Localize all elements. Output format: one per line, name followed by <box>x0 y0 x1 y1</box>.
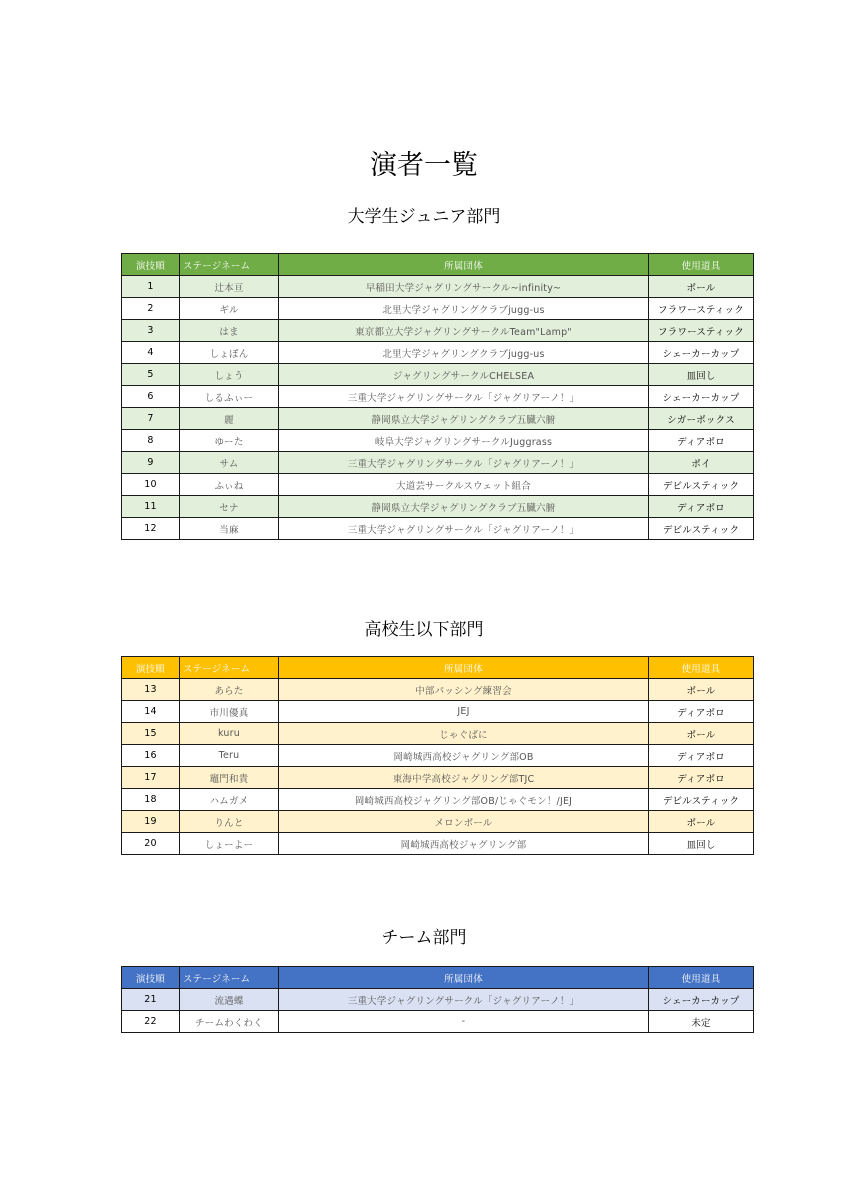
order-cell: 6 <box>122 386 180 408</box>
table-row <box>122 452 754 474</box>
table-row <box>122 1011 754 1033</box>
props-cell: フラワースティック <box>649 298 754 320</box>
col-header-order: 演技順 <box>122 657 180 679</box>
props-cell: ボール <box>649 679 754 701</box>
order-cell: 13 <box>122 679 180 701</box>
stage-name-cell: 麗 <box>180 408 279 430</box>
stage-name-cell: あらた <box>180 679 279 701</box>
col-header-stage-name: ステージネーム <box>180 967 279 989</box>
affiliation-cell: 三重大学ジャグリングサークル「ジャグリアーノ！」 <box>279 518 649 540</box>
order-cell: 18 <box>122 789 180 811</box>
table-row <box>122 745 754 767</box>
affiliation-cell: 三重大学ジャグリングサークル「ジャグリアーノ！」 <box>279 989 649 1011</box>
table-row <box>122 320 754 342</box>
props-cell: デビルスティック <box>649 474 754 496</box>
props-cell: シガーボックス <box>649 408 754 430</box>
col-header-props: 使用道具 <box>649 254 754 276</box>
university-table <box>121 253 754 540</box>
stage-name-cell: 市川優真 <box>180 701 279 723</box>
col-header-props: 使用道具 <box>649 967 754 989</box>
affiliation-cell: 岡崎城西高校ジャグリング部 <box>279 833 649 855</box>
table-row <box>122 767 754 789</box>
table-row <box>122 408 754 430</box>
col-header-stage-name: ステージネーム <box>180 254 279 276</box>
stage-name-cell: チームわくわく <box>180 1011 279 1033</box>
order-cell: 2 <box>122 298 180 320</box>
props-cell: シェーカーカップ <box>649 386 754 408</box>
affiliation-cell: 早稲田大学ジャグリングサークル~infinity~ <box>279 276 649 298</box>
props-cell: 皿回し <box>649 833 754 855</box>
table-row <box>122 364 754 386</box>
order-cell: 20 <box>122 833 180 855</box>
stage-name-cell: kuru <box>180 723 279 745</box>
order-cell: 15 <box>122 723 180 745</box>
order-cell: 21 <box>122 989 180 1011</box>
stage-name-cell: しょう <box>180 364 279 386</box>
stage-name-cell: 竈門和貴 <box>180 767 279 789</box>
affiliation-cell: 北里大学ジャグリングクラブjugg-us <box>279 298 649 320</box>
props-cell: ディアボロ <box>649 430 754 452</box>
stage-name-cell: ふぃね <box>180 474 279 496</box>
props-cell: シェーカーカップ <box>649 342 754 364</box>
affiliation-cell: 岐阜大学ジャグリングサークルJuggrass <box>279 430 649 452</box>
col-header-affiliation: 所属団体 <box>279 254 649 276</box>
order-cell: 19 <box>122 811 180 833</box>
stage-name-cell: しるふぃー <box>180 386 279 408</box>
props-cell: ボール <box>649 811 754 833</box>
order-cell: 12 <box>122 518 180 540</box>
col-header-affiliation: 所属団体 <box>279 657 649 679</box>
table-row <box>122 679 754 701</box>
affiliation-cell: 静岡県立大学ジャグリングクラブ五臓六腑 <box>279 496 649 518</box>
props-cell: ディアボロ <box>649 767 754 789</box>
props-cell: デビルスティック <box>649 789 754 811</box>
affiliation-cell: 北里大学ジャグリングクラブjugg-us <box>279 342 649 364</box>
table-row <box>122 298 754 320</box>
order-cell: 8 <box>122 430 180 452</box>
affiliation-cell: 岡崎城西高校ジャグリング部OB <box>279 745 649 767</box>
stage-name-cell: セナ <box>180 496 279 518</box>
order-cell: 17 <box>122 767 180 789</box>
table-row <box>122 701 754 723</box>
affiliation-cell: ジャグリングサークルCHELSEA <box>279 364 649 386</box>
stage-name-cell: 辻本亘 <box>180 276 279 298</box>
affiliation-cell: 中部パッシング練習会 <box>279 679 649 701</box>
affiliation-cell: 東海中学高校ジャグリング部TJC <box>279 767 649 789</box>
order-cell: 14 <box>122 701 180 723</box>
page-title: 演者一覧 <box>370 150 478 181</box>
order-cell: 11 <box>122 496 180 518</box>
table-row <box>122 496 754 518</box>
stage-name-cell: しょーよー <box>180 833 279 855</box>
section-title-university: 大学生ジュニア部門 <box>347 207 501 227</box>
section-title-highschool: 高校生以下部門 <box>364 620 484 640</box>
table-header-row <box>122 657 754 679</box>
team-table <box>121 966 754 1033</box>
table-row <box>122 833 754 855</box>
props-cell: ポイ <box>649 452 754 474</box>
stage-name-cell: しょぼん <box>180 342 279 364</box>
table-row <box>122 989 754 1011</box>
props-cell: ディアボロ <box>649 745 754 767</box>
props-cell: 未定 <box>649 1011 754 1033</box>
table-row <box>122 430 754 452</box>
table-row <box>122 386 754 408</box>
table-row <box>122 342 754 364</box>
col-header-stage-name: ステージネーム <box>180 657 279 679</box>
order-cell: 1 <box>122 276 180 298</box>
stage-name-cell: はま <box>180 320 279 342</box>
affiliation-cell: 三重大学ジャグリングサークル「ジャグリアーノ！」 <box>279 452 649 474</box>
affiliation-cell: 静岡県立大学ジャグリングクラブ五臓六腑 <box>279 408 649 430</box>
col-header-order: 演技順 <box>122 967 180 989</box>
order-cell: 5 <box>122 364 180 386</box>
stage-name-cell: りんと <box>180 811 279 833</box>
affiliation-cell: 大道芸サークルスウェット組合 <box>279 474 649 496</box>
order-cell: 16 <box>122 745 180 767</box>
section-title-team: チーム部門 <box>381 928 467 948</box>
affiliation-cell: じゃぐばに <box>279 723 649 745</box>
props-cell: ボール <box>649 723 754 745</box>
stage-name-cell: 当麻 <box>180 518 279 540</box>
affiliation-cell: メロンボール <box>279 811 649 833</box>
affiliation-cell: 三重大学ジャグリングサークル「ジャグリアーノ！」 <box>279 386 649 408</box>
affiliation-cell: 岡崎城西高校ジャグリング部OB/じゃぐモン！/JEJ <box>279 789 649 811</box>
affiliation-cell: - <box>279 1011 649 1033</box>
table-row <box>122 789 754 811</box>
order-cell: 4 <box>122 342 180 364</box>
order-cell: 7 <box>122 408 180 430</box>
stage-name-cell: Teru <box>180 745 279 767</box>
affiliation-cell: JEJ <box>279 701 649 723</box>
col-header-props: 使用道具 <box>649 657 754 679</box>
table-row <box>122 474 754 496</box>
table-row <box>122 276 754 298</box>
order-cell: 3 <box>122 320 180 342</box>
props-cell: ディアボロ <box>649 496 754 518</box>
props-cell: フラワースティック <box>649 320 754 342</box>
stage-name-cell: サム <box>180 452 279 474</box>
props-cell: ボール <box>649 276 754 298</box>
table-header-row <box>122 967 754 989</box>
table-row <box>122 723 754 745</box>
props-cell: ディアボロ <box>649 701 754 723</box>
col-header-order: 演技順 <box>122 254 180 276</box>
stage-name-cell: ギル <box>180 298 279 320</box>
table-row <box>122 811 754 833</box>
order-cell: 9 <box>122 452 180 474</box>
stage-name-cell: ゆーた <box>180 430 279 452</box>
table-header-row <box>122 254 754 276</box>
table-row <box>122 518 754 540</box>
order-cell: 22 <box>122 1011 180 1033</box>
stage-name-cell: 流遇蝶 <box>180 989 279 1011</box>
col-header-affiliation: 所属団体 <box>279 967 649 989</box>
props-cell: シェーカーカップ <box>649 989 754 1011</box>
highschool-table <box>121 656 754 855</box>
props-cell: 皿回し <box>649 364 754 386</box>
props-cell: デビルスティック <box>649 518 754 540</box>
stage-name-cell: ハムガメ <box>180 789 279 811</box>
order-cell: 10 <box>122 474 180 496</box>
affiliation-cell: 東京都立大学ジャグリングサークルTeam"Lamp" <box>279 320 649 342</box>
